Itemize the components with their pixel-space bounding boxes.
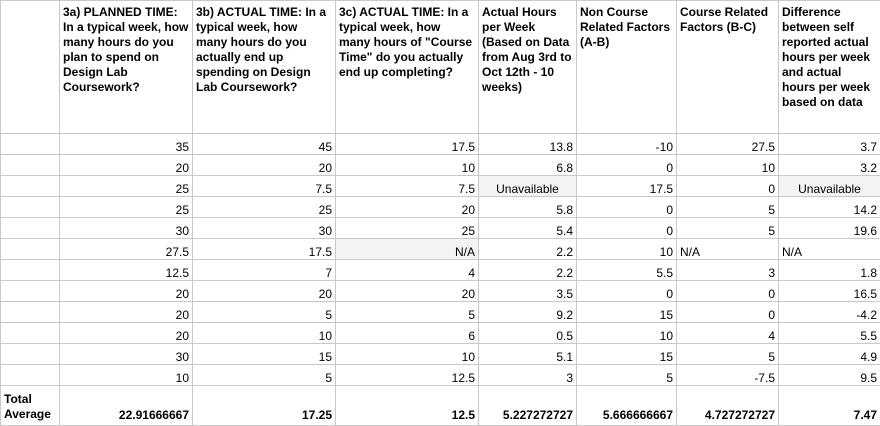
row-label-cell[interactable] [1,365,60,386]
cell-course-time[interactable]: 17.5 [336,134,479,155]
row-label-cell[interactable] [1,344,60,365]
total-average-label[interactable]: Total Average [1,386,60,426]
cell-course-related[interactable]: 0 [677,281,779,302]
header-cell-course-time[interactable]: 3c) ACTUAL TIME: In a typical week, how many hours of "Course Time" do you actually end up completing? [336,1,479,134]
cell-course-time[interactable]: 25 [336,218,479,239]
cell-actual-hours[interactable]: 2.2 [479,260,577,281]
cell-non-course[interactable]: 10 [577,239,677,260]
table-row [1,176,880,197]
cell-non-course[interactable]: 0 [577,281,677,302]
row-label-cell[interactable] [1,239,60,260]
table-row [1,155,880,176]
cell-actual-hours[interactable]: 9.2 [479,302,577,323]
cell-difference[interactable]: 3.2 [779,155,880,176]
cell-course-related[interactable]: N/A [677,239,779,260]
total-cell-non-course[interactable]: 5.666666667 [577,386,677,426]
cell-non-course[interactable]: 15 [577,344,677,365]
cell-course-time[interactable]: 10 [336,344,479,365]
cell-difference[interactable]: 16.5 [779,281,880,302]
cell-actual[interactable]: 5 [193,302,336,323]
cell-actual[interactable]: 20 [193,281,336,302]
row-label-cell[interactable] [1,260,60,281]
header-cell-difference[interactable]: Difference between self reported actual hours per week and actual hours per week based on data [779,1,880,134]
cell-non-course[interactable]: 0 [577,155,677,176]
table-row [1,197,880,218]
cell-difference[interactable]: N/A [779,239,880,260]
cell-planned[interactable]: 30 [60,218,193,239]
total-cell-difference[interactable]: 7.47 [779,386,880,426]
row-label-cell[interactable] [1,155,60,176]
cell-course-time[interactable]: 20 [336,281,479,302]
header-row [1,1,880,134]
row-label-cell[interactable] [1,134,60,155]
table-row [1,323,880,344]
table-row [1,218,880,239]
cell-course-time[interactable]: 12.5 [336,365,479,386]
cell-course-time[interactable]: 7.5 [336,176,479,197]
header-cell-course-related[interactable]: Course Related Factors (B-C) [677,1,779,134]
cell-planned[interactable]: 25 [60,176,193,197]
cell-difference[interactable]: 5.5 [779,323,880,344]
header-cell-non-course[interactable]: Non Course Related Factors (A-B) [577,1,677,134]
total-cell-course-related[interactable]: 4.727272727 [677,386,779,426]
cell-planned[interactable]: 20 [60,281,193,302]
cell-actual-hours[interactable]: 2.2 [479,239,577,260]
cell-course-related[interactable]: 5 [677,218,779,239]
row-label-cell[interactable] [1,176,60,197]
cell-non-course[interactable]: -10 [577,134,677,155]
row-label-cell[interactable] [1,218,60,239]
cell-course-related[interactable]: 27.5 [677,134,779,155]
cell-non-course[interactable]: 0 [577,218,677,239]
cell-course-time[interactable]: 4 [336,260,479,281]
cell-actual[interactable]: 10 [193,323,336,344]
table-row [1,302,880,323]
total-cell-planned[interactable]: 22.91666667 [60,386,193,426]
cell-course-related[interactable]: -7.5 [677,365,779,386]
cell-actual[interactable]: 20 [193,155,336,176]
cell-course-time[interactable]: 5 [336,302,479,323]
header-cell-actual[interactable]: 3b) ACTUAL TIME: In a typical week, how many hours do you actually end up spending on Design Lab Coursework? [193,1,336,134]
cell-actual[interactable]: 7 [193,260,336,281]
cell-planned[interactable]: 12.5 [60,260,193,281]
cell-course-related[interactable]: 5 [677,197,779,218]
cell-course-time[interactable]: 20 [336,197,479,218]
table-row [1,239,880,260]
cell-planned[interactable]: 30 [60,344,193,365]
cell-difference[interactable]: 4.9 [779,344,880,365]
cell-course-time[interactable]: 6 [336,323,479,344]
cell-course-time[interactable]: N/A [336,239,479,260]
cell-planned[interactable]: 20 [60,155,193,176]
cell-actual-hours[interactable]: 3 [479,365,577,386]
cell-actual-hours[interactable]: 13.8 [479,134,577,155]
row-label-cell[interactable] [1,197,60,218]
table-row [1,281,880,302]
table-row [1,344,880,365]
total-cell-actual[interactable]: 17.25 [193,386,336,426]
cell-course-related[interactable]: 4 [677,323,779,344]
cell-actual[interactable]: 15 [193,344,336,365]
cell-actual-hours[interactable]: 0.5 [479,323,577,344]
spreadsheet-body [1,1,880,426]
cell-course-related[interactable]: 5 [677,344,779,365]
cell-non-course[interactable]: 10 [577,323,677,344]
cell-actual-hours[interactable]: 5.1 [479,344,577,365]
row-label-cell[interactable] [1,302,60,323]
cell-actual[interactable]: 17.5 [193,239,336,260]
row-label-cell[interactable] [1,281,60,302]
header-cell-actual-hours[interactable]: Actual Hours per Week (Based on Data from Aug 3rd to Oct 12th - 10 weeks) [479,1,577,134]
cell-planned[interactable]: 20 [60,323,193,344]
cell-non-course[interactable]: 15 [577,302,677,323]
row-label-cell[interactable] [1,1,60,134]
cell-course-related[interactable]: 0 [677,176,779,197]
total-cell-actual-hours[interactable]: 5.227272727 [479,386,577,426]
cell-actual[interactable]: 25 [193,197,336,218]
table-row [1,260,880,281]
cell-course-time[interactable]: 10 [336,155,479,176]
cell-non-course[interactable]: 17.5 [577,176,677,197]
cell-difference[interactable]: 9.5 [779,365,880,386]
cell-difference[interactable]: 3.7 [779,134,880,155]
cell-course-related[interactable]: 3 [677,260,779,281]
cell-difference[interactable]: 1.8 [779,260,880,281]
cell-planned[interactable]: 25 [60,197,193,218]
cell-planned[interactable]: 20 [60,302,193,323]
cell-non-course[interactable]: 0 [577,197,677,218]
cell-course-related[interactable]: 10 [677,155,779,176]
cell-actual-hours[interactable]: 5.8 [479,197,577,218]
cell-actual[interactable]: 45 [193,134,336,155]
cell-difference[interactable]: 14.2 [779,197,880,218]
cell-actual[interactable]: 5 [193,365,336,386]
cell-planned[interactable]: 35 [60,134,193,155]
cell-planned[interactable]: 10 [60,365,193,386]
total-cell-course-time[interactable]: 12.5 [336,386,479,426]
header-cell-planned[interactable]: 3a) PLANNED TIME: In a typical week, how many hours do you plan to spend on Design Lab Coursework? [60,1,193,134]
cell-actual-hours[interactable]: 5.4 [479,218,577,239]
cell-difference[interactable]: 19.6 [779,218,880,239]
cell-actual[interactable]: 30 [193,218,336,239]
table-row [1,134,880,155]
cell-difference[interactable]: -4.2 [779,302,880,323]
cell-course-related[interactable]: 0 [677,302,779,323]
cell-actual-hours[interactable]: 3.5 [479,281,577,302]
cell-actual[interactable]: 7.5 [193,176,336,197]
cell-actual-hours[interactable]: 6.8 [479,155,577,176]
cell-difference[interactable]: Unavailable [779,176,880,197]
row-label-cell[interactable] [1,323,60,344]
total-row [1,386,880,426]
cell-planned[interactable]: 27.5 [60,239,193,260]
cell-actual-hours[interactable]: Unavailable [479,176,577,197]
table-row [1,365,880,386]
cell-non-course[interactable]: 5 [577,365,677,386]
cell-non-course[interactable]: 5.5 [577,260,677,281]
